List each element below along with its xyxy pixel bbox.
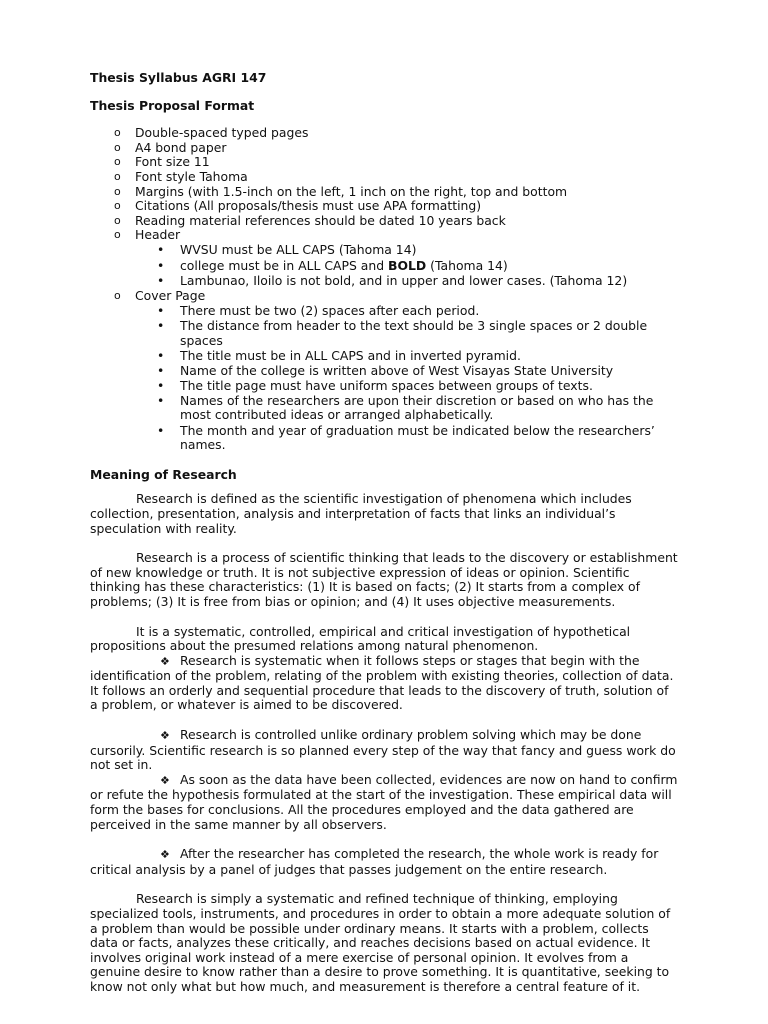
- header-list: [135, 243, 678, 288]
- cover-page-section: [90, 289, 678, 453]
- document-page: [90, 71, 678, 995]
- diamond-paragraph: ❖ After the researcher has completed the research, the whole work is ready for critical analysis by a panel of judges that passes judgement on the entire research.: [90, 846, 659, 877]
- circle-bullet-icon: o: [114, 169, 121, 183]
- cover-item: • There must be two (2) spaces after each period.: [157, 302, 480, 318]
- diamond-paragraph: ❖ Research is systematic when it follows steps or stages that begin with the identification of the problem, relating of the problem with existing theories, collection of data. It follows an orderly and sequential procedure that leads to the discovery of truth, solution of a problem, or whatever is aimed to be discovered.: [90, 652, 674, 713]
- disc-bullet-icon: •: [157, 302, 165, 318]
- cover-item: • The distance from header to the text should be 3 single spaces or 2 double spaces: [157, 317, 648, 348]
- diamond-bullet-icon: ❖: [160, 729, 170, 743]
- circle-bullet-icon: o: [114, 199, 121, 213]
- diamond-bullet-icon: ❖: [160, 848, 170, 862]
- diamond-bullet-icon: ❖: [160, 654, 170, 668]
- disc-bullet-icon: •: [157, 272, 165, 288]
- format-item: o Citations (All proposals/thesis must use APA formatting): [114, 198, 482, 214]
- circle-bullet-icon: o: [114, 228, 121, 242]
- format-list: [90, 126, 678, 453]
- cover-item: • The title must be in ALL CAPS and in inverted pyramid.: [157, 347, 521, 363]
- diamond-paragraph: ❖ As soon as the data have been collected, evidences are now on hand to confirm or refute the hypothesis formulated at the start of the investigation. These empirical data will form the bases for conclusions. All the procedures employed and the data gathered are perceived in the same manner by all observers.: [90, 771, 678, 832]
- circle-bullet-icon: o: [114, 126, 121, 140]
- cover-item: • Name of the college is written above of West Visayas State University: [157, 362, 614, 378]
- cover-item: • Names of the researchers are upon their discretion or based on who has the most contributed ideas or arranged alphabetically.: [157, 392, 654, 423]
- cover-item: • The title page must have uniform spaces between groups of texts.: [157, 377, 593, 393]
- disc-bullet-icon: •: [157, 347, 165, 363]
- document-title: Thesis Syllabus AGRI 147: [90, 70, 267, 85]
- diamond-bullet-icon: ❖: [160, 773, 170, 787]
- circle-bullet-icon: o: [114, 140, 121, 154]
- paragraph: Research is a process of scientific thinking that leads to the discovery or establishment of new knowledge or truth. It is not subjective expression of ideas or opinion. Scientific thinking has these characteristics: (1) It is based on facts; (2) It starts from a complex of problems; (3) It is free from bias or opinion; and (4) It uses objective measurements.: [90, 550, 678, 609]
- circle-bullet-icon: o: [114, 288, 121, 302]
- header-label: Header: [135, 227, 181, 243]
- format-item: o Double-spaced typed pages: [114, 125, 309, 141]
- header-section: [90, 228, 678, 288]
- circle-bullet-icon: o: [114, 213, 121, 227]
- disc-bullet-icon: •: [157, 377, 165, 393]
- format-item: o Reading material references should be dated 10 years back: [114, 212, 506, 228]
- disc-bullet-icon: •: [157, 257, 165, 273]
- header-item: • Lambunao, Iloilo is not bold, and in upper and lower cases. (Tahoma 12): [157, 272, 628, 288]
- diamond-paragraph: ❖ Research is controlled unlike ordinary problem solving which may be done cursorily. Scientific research is so planned every step of the way that fancy and guess work do not set in.: [90, 727, 676, 773]
- paragraph: It is a systematic, controlled, empirical and critical investigation of hypothetical propositions about the presumed relations among natural phenomenon.: [90, 623, 631, 654]
- disc-bullet-icon: •: [157, 362, 165, 378]
- circle-bullet-icon: o: [114, 155, 121, 169]
- cover-page-label: Cover Page: [135, 287, 206, 303]
- circle-bullet-icon: o: [114, 184, 121, 198]
- paragraph: Research is simply a systematic and refined technique of thinking, employing specialized tools, instruments, and procedures in order to obtain a more adequate solution of a problem than would be possible under ordinary means. It starts with a problem, collects data or facts, analyzes these critically, and reaches decisions based on actual evidence. It involves original work instead of a mere exercise of personal opinion. It evolves from a genuine desire to know rather than a desire to prove something. It is quantitative, seeking to know not only what but how much, and measurement is therefore a central feature of it.: [90, 891, 671, 994]
- paragraph: Research is defined as the scientific investigation of phenomena which includes collection, presentation, analysis and interpretation of facts that links an individual’s speculation with reality.: [90, 491, 632, 536]
- disc-bullet-icon: •: [157, 392, 165, 408]
- disc-bullet-icon: •: [157, 422, 165, 438]
- format-item: o Font size 11: [114, 154, 210, 170]
- disc-bullet-icon: •: [157, 242, 165, 258]
- header-item: • college must be in ALL CAPS and BOLD (Tahoma 14): [157, 257, 508, 273]
- format-item: o A4 bond paper: [114, 139, 227, 155]
- meaning-of-research-heading: Meaning of Research: [90, 466, 237, 482]
- format-item: o Font style Tahoma: [114, 168, 248, 184]
- disc-bullet-icon: •: [157, 317, 165, 333]
- format-item: o Margins (with 1.5-inch on the left, 1 inch on the right, top and bottom: [114, 183, 568, 199]
- proposal-format-heading: Thesis Proposal Format: [90, 97, 255, 113]
- cover-item: • The month and year of graduation must be indicated below the researchers’ names.: [157, 422, 655, 453]
- header-item: • WVSU must be ALL CAPS (Tahoma 14): [157, 242, 417, 258]
- cover-page-list: [135, 304, 678, 453]
